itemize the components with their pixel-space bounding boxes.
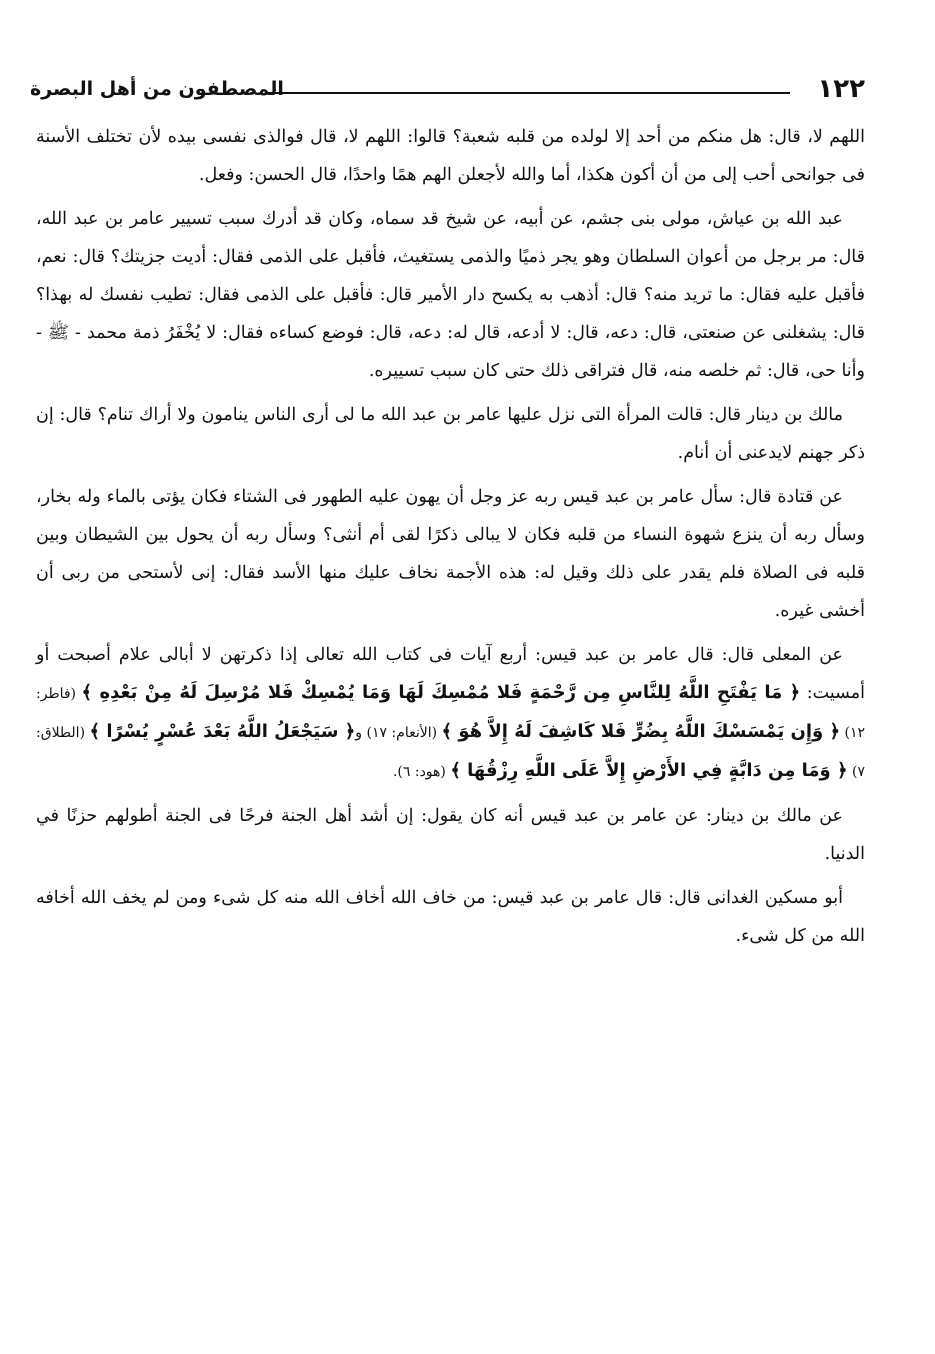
quran-verse: ﴿ مَا يَفْتَحِ اللَّهُ لِلنَّاسِ مِن رَّحْمَةٍ فَلا مُمْسِكَ لَهَا وَمَا يُمْسِكْ فَلا مُرْسِلَ لَهُ مِنْ بَعْدِهِ ﴾ — [81, 682, 801, 703]
paragraph: أبو مسكين الغدانى قال: قال عامر بن عبد قيس: من خاف الله أخاف الله منه كل شىء ومن لم يخف الله أخافه الله من كل شىء. — [36, 888, 865, 946]
paragraph: عن مالك بن دينار: عن عامر بن عبد قيس أنه كان يقول: إن أشد أهل الجنة فرحًا فى الجنة أطولهم حزنًا في الدنيا. — [36, 806, 865, 864]
paragraph-quran-verses — [36, 636, 865, 791]
page-number: ١٢٢ — [817, 74, 865, 104]
paragraph: اللهم لا، قال: هل منكم من أحد إلا لولده من قلبه شعبة؟ قالوا: اللهم لا، قال فوالذى نفسى بيده لأن تختلف الأسنة فى جوانحى أحب إلى من أن أكون هكذا، أما والله لأجعلن الهم همًا واحدًا، قال الحسن: وفعل. — [36, 127, 865, 185]
verse-reference: (الطلاق: ٧) — [36, 725, 865, 780]
body-text — [36, 118, 865, 961]
header-rule — [265, 92, 790, 94]
paragraph: عن قتادة قال: سأل عامر بن عبد قيس ربه عز وجل أن يهون عليه الطهور فى الشتاء فكان يؤتى بالماء وله بخار، وسأل ربه أن ينزع شهوة النساء من قلبه فكان لا يبالى ذكرًا لقى أم أنثى؟ وسأل ربه أن يحول بين الشيطان وبين قلبه فى الصلاة فلم يقدر على ذلك وقيل له: هذه الأجمة نخاف عليك منها الأسد فقال: إنى لأستحى من ربى أن أخشى غيره. — [36, 487, 865, 621]
paragraph: عبد الله بن عياش، مولى بنى جشم، عن أبيه، عن شيخ قد سماه، وكان قد أدرك سبب تسيير عامر بن عبد الله، قال: مر برجل من أعوان السلطان وهو يجر ذميًا والذمى يستغيث، فأقبل على الذمى فقال: أديت جزيتك؟ قال: نعم، فأقبل عليه فقال: ما تريد منه؟ قال: أذهب به يكسح دار الأمير قال: فأقبل على الذمى فقال: تطيب نفسك له بهذا؟ قال: يشغلنى عن صنعتى، قال: دعه، قال: لا أدعه، قال له: دعه، قال: فوضع كساءه فقال: لا يُخْفَرُ ذمة محمد - ﷺ - وأنا حى، قال: ثم خلصه منه، قال فتراقى ذلك حتى كان سبب تسييره. — [36, 209, 865, 381]
page-header — [30, 72, 865, 108]
verse-reference: (فاطر: ١٢) — [36, 686, 865, 741]
verse-reference: (الأنعام: ١٧) و — [355, 725, 442, 741]
quran-verse: ﴿ سَيَجْعَلُ اللَّهُ بَعْدَ عُسْرٍ يُسْرًا ﴾ — [89, 721, 356, 742]
paragraph: مالك بن دينار قال: قالت المرأة التى نزل عليها عامر بن عبد الله ما لى أرى الناس ينامون ولا أراك تنام؟ قال: إن ذكر جهنم لايدعنى أن أنام. — [36, 405, 865, 463]
running-title: المصطفون من أهل البصرة — [30, 78, 284, 100]
quran-verse: ﴿ وَمَا مِن دَابَّةٍ فِي الأَرْضِ إِلاَّ عَلَى اللَّهِ رِزْقُهَا ﴾ — [450, 760, 848, 781]
quran-verse: ﴿ وَإِن يَمْسَسْكَ اللَّهُ بِضُرٍّ فَلا كَاشِفَ لَهُ إِلاَّ هُوَ ﴾ — [441, 721, 841, 742]
verse-reference: (هود: ٦). — [392, 764, 451, 780]
paragraph-intro: عن المعلى قال: قال عامر بن عبد قيس: أربع آيات فى كتاب الله تعالى إذا ذكرتهن لا أبالى علام أصبحت أو أمسيت: — [36, 645, 865, 703]
